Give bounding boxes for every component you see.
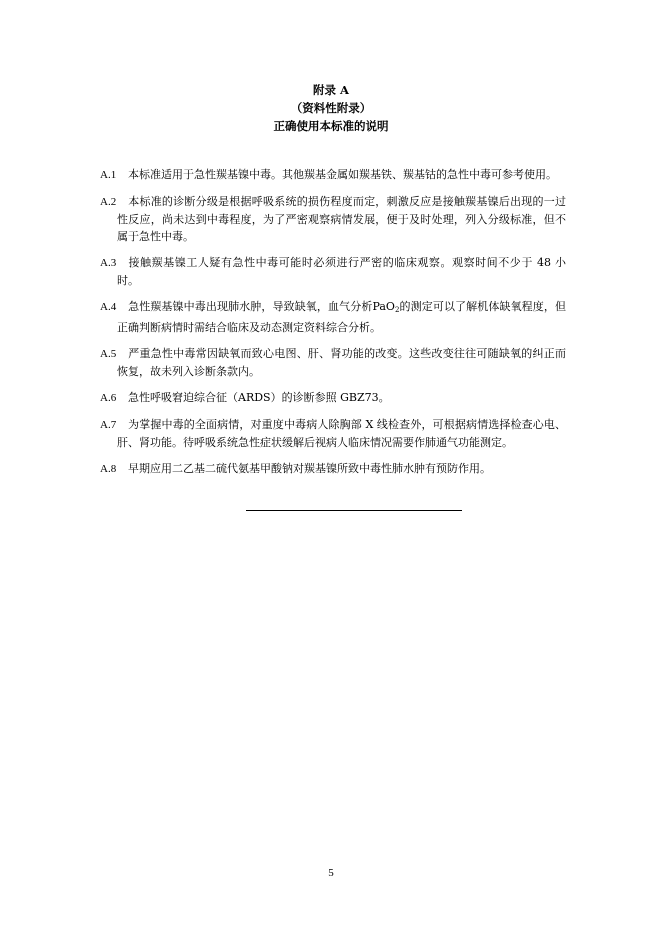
page-number: 5 bbox=[328, 867, 334, 879]
subscript: 2 bbox=[394, 306, 400, 314]
clause-a8 bbox=[100, 460, 566, 478]
clause-number: A.4 bbox=[100, 301, 117, 313]
clause-number: A.8 bbox=[100, 463, 117, 475]
clause-text: 早期应用二乙基二硫代氨基甲酸钠对羰基镍所致中毒性肺水肿有预防作用。 bbox=[128, 462, 491, 475]
annex-title: 正确使用本标准的说明 bbox=[273, 119, 389, 133]
annex-label: 附录 A bbox=[313, 83, 349, 97]
clause-a5 bbox=[100, 345, 566, 380]
clause-a1 bbox=[100, 166, 566, 184]
clause-number: A.3 bbox=[100, 257, 117, 269]
clause-text: 急性呼吸窘迫综合征（ARDS）的诊断参照 GBZ73。 bbox=[128, 391, 390, 404]
end-rule bbox=[246, 510, 462, 511]
clause-number: A.7 bbox=[100, 419, 117, 431]
clause-a7 bbox=[100, 416, 566, 451]
clause-text: 严重急性中毒常因缺氧而致心电图、肝、肾功能的改变。这些改变往往可随缺氧的纠正而恢复，故未列入诊断条款内。 bbox=[117, 347, 566, 378]
clause-text: 为掌握中毒的全面病情，对重度中毒病人除胸部 X 线检查外，可根据病情选择检查心电、肝、肾功能。待呼吸系统急性症状缓解后视病人临床情况需要作肺通气功能测定。 bbox=[117, 418, 566, 449]
annex-type: （资料性附录） bbox=[290, 101, 372, 115]
clause-text: 本标准的诊断分级是根据呼吸系统的损伤程度而定，刺激反应是接触羰基镍后出现的一过性反应，尚未达到中毒程度，为了严密观察病情发展，便于及时处理，列入分级标准，但不属于急性中毒。 bbox=[117, 195, 566, 243]
clause-a4 bbox=[100, 298, 566, 336]
clause-text-before: 急性羰基镍中毒出现肺水肿，导致缺氧，血气分析PaO bbox=[128, 300, 395, 313]
clause-a3 bbox=[100, 254, 566, 289]
clause-number: A.6 bbox=[100, 392, 117, 404]
clause-text: 接触羰基镍工人疑有急性中毒可能时必须进行严密的临床观察。观察时间不少于 48 小时。 bbox=[117, 256, 566, 287]
clause-a2 bbox=[100, 193, 566, 245]
clause-text-after: 的测定可以了解机体缺氧程度，但正确判断病情时需结合临床及动态测定资料综合分析。 bbox=[117, 300, 567, 334]
clause-list bbox=[100, 166, 566, 487]
clause-number: A.2 bbox=[100, 196, 117, 208]
clause-number: A.5 bbox=[100, 348, 117, 360]
clause-a6 bbox=[100, 389, 566, 407]
clause-text: 本标准适用于急性羰基镍中毒。其他羰基金属如羰基铁、羰基钴的急性中毒可参考使用。 bbox=[128, 168, 557, 181]
clause-number: A.1 bbox=[100, 169, 117, 181]
